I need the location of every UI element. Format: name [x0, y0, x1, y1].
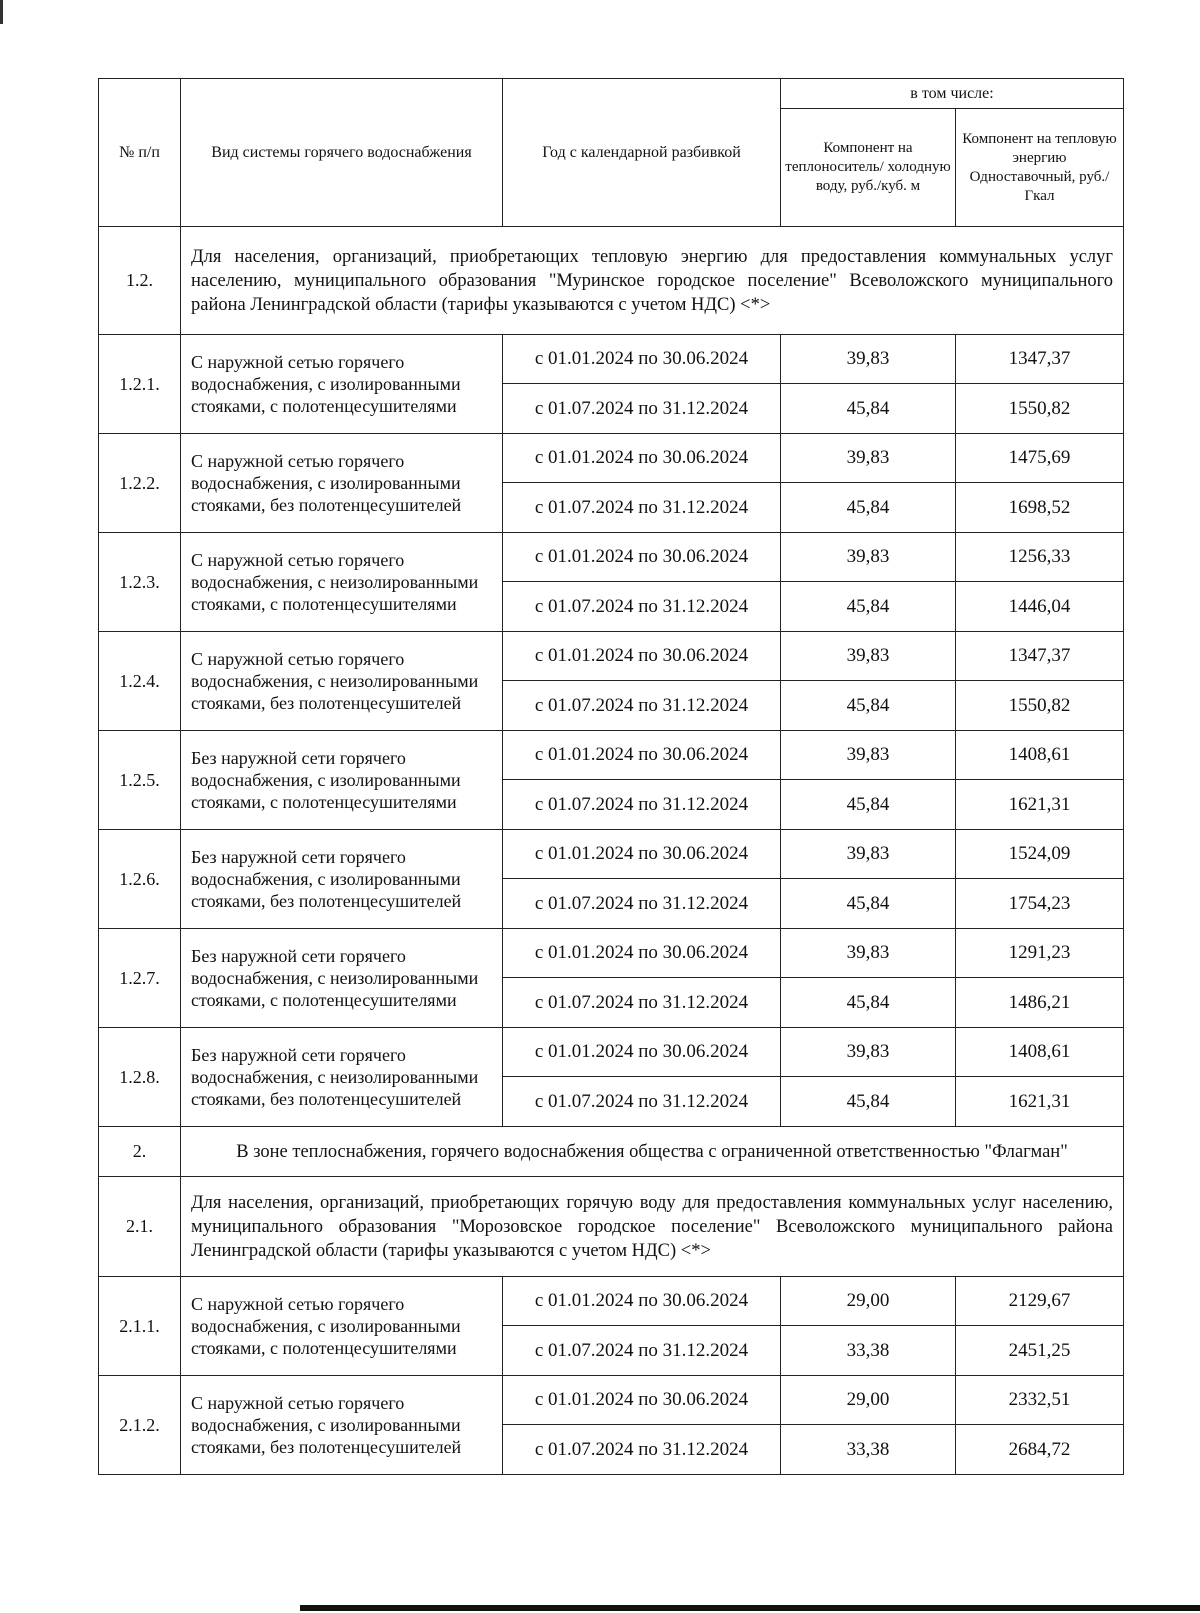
- section-description: Для населения, организаций, приобретающих горячую воду для предоставления коммунальных услуг населению, муниципального образования "Морозовское городское поселение" Всеволожского муниципального района Ленинградской области (тарифы указываются с учетом НДС) <*>: [181, 1177, 1124, 1277]
- row-carrier-value: 29,00: [781, 1277, 956, 1326]
- row-energy-value: 1347,37: [956, 335, 1124, 384]
- header-energy-line1: Компонент на тепловую энергию: [962, 130, 1117, 166]
- row-period: с 01.01.2024 по 30.06.2024: [503, 1277, 781, 1326]
- table-row: [99, 1376, 1124, 1425]
- table-row: [99, 830, 1124, 879]
- table-row: [99, 632, 1124, 681]
- row-energy-value: 2332,51: [956, 1376, 1124, 1425]
- row-carrier-value: 45,84: [781, 879, 956, 929]
- row-carrier-value: 39,83: [781, 830, 956, 879]
- header-period: Год с календарной разбивкой: [503, 79, 781, 227]
- row-number: 1.2.2.: [99, 434, 181, 533]
- row-period: с 01.01.2024 по 30.06.2024: [503, 1028, 781, 1077]
- row-period: с 01.07.2024 по 31.12.2024: [503, 582, 781, 632]
- row-carrier-value: 39,83: [781, 434, 956, 483]
- row-carrier-value: 39,83: [781, 1028, 956, 1077]
- section-number: 2.: [99, 1127, 181, 1177]
- row-number: 1.2.6.: [99, 830, 181, 929]
- row-period: с 01.01.2024 по 30.06.2024: [503, 1376, 781, 1425]
- row-energy-value: 2451,25: [956, 1326, 1124, 1376]
- row-energy-value: 1550,82: [956, 384, 1124, 434]
- section-number: 2.1.: [99, 1177, 181, 1277]
- row-energy-value: 2684,72: [956, 1425, 1124, 1475]
- section-row: [99, 1127, 1124, 1177]
- row-system-type: С наружной сетью горячего водоснабжения, с неизолированными стояками, с полотенцесушителями: [181, 533, 503, 632]
- section-description: В зоне теплоснабжения, горячего водоснабжения общества с ограниченной ответственностью "Флагман": [181, 1127, 1124, 1177]
- table-row: [99, 434, 1124, 483]
- row-system-type: С наружной сетью горячего водоснабжения, с неизолированными стояками, без полотенцесушителей: [181, 632, 503, 731]
- header-num: № п/п: [99, 79, 181, 227]
- row-carrier-value: 33,38: [781, 1425, 956, 1475]
- row-energy-value: 1408,61: [956, 731, 1124, 780]
- row-period: с 01.07.2024 по 31.12.2024: [503, 384, 781, 434]
- row-carrier-value: 29,00: [781, 1376, 956, 1425]
- row-number: 2.1.2.: [99, 1376, 181, 1475]
- header-energy: [956, 109, 1124, 227]
- row-carrier-value: 39,83: [781, 929, 956, 978]
- row-period: с 01.07.2024 по 31.12.2024: [503, 879, 781, 929]
- header-carrier: Компонент на теплоноситель/ холодную воду, руб./куб. м: [781, 109, 956, 227]
- row-carrier-value: 45,84: [781, 780, 956, 830]
- row-number: 1.2.4.: [99, 632, 181, 731]
- row-energy-value: 1621,31: [956, 1077, 1124, 1127]
- row-energy-value: 1524,09: [956, 830, 1124, 879]
- row-period: с 01.07.2024 по 31.12.2024: [503, 1326, 781, 1376]
- row-carrier-value: 33,38: [781, 1326, 956, 1376]
- section-row: [99, 227, 1124, 335]
- row-carrier-value: 45,84: [781, 384, 956, 434]
- scan-bottom-edge: [300, 1605, 1200, 1611]
- row-carrier-value: 45,84: [781, 1077, 956, 1127]
- row-carrier-value: 39,83: [781, 335, 956, 384]
- row-carrier-value: 39,83: [781, 632, 956, 681]
- scan-edge-mark: [0, 0, 3, 24]
- row-period: с 01.07.2024 по 31.12.2024: [503, 1425, 781, 1475]
- row-carrier-value: 45,84: [781, 978, 956, 1028]
- header-energy-line2: Одноставочный, руб./Гкал: [969, 168, 1110, 204]
- row-energy-value: 1754,23: [956, 879, 1124, 929]
- row-carrier-value: 39,83: [781, 731, 956, 780]
- row-period: с 01.07.2024 по 31.12.2024: [503, 483, 781, 533]
- row-energy-value: 1486,21: [956, 978, 1124, 1028]
- tariff-table: [98, 78, 1124, 1475]
- row-number: 1.2.7.: [99, 929, 181, 1028]
- table-row: [99, 335, 1124, 384]
- row-system-type: Без наружной сети горячего водоснабжения, с изолированными стояками, с полотенцесушителями: [181, 731, 503, 830]
- row-system-type: Без наружной сети горячего водоснабжения, с неизолированными стояками, с полотенцесушителями: [181, 929, 503, 1028]
- row-carrier-value: 45,84: [781, 681, 956, 731]
- row-period: с 01.01.2024 по 30.06.2024: [503, 434, 781, 483]
- row-energy-value: 1698,52: [956, 483, 1124, 533]
- row-system-type: С наружной сетью горячего водоснабжения, с изолированными стояками, без полотенцесушителей: [181, 434, 503, 533]
- row-period: с 01.01.2024 по 30.06.2024: [503, 929, 781, 978]
- row-period: с 01.01.2024 по 30.06.2024: [503, 335, 781, 384]
- table-row: [99, 533, 1124, 582]
- row-system-type: С наружной сетью горячего водоснабжения, с изолированными стояками, с полотенцесушителями: [181, 1277, 503, 1376]
- row-number: 1.2.3.: [99, 533, 181, 632]
- row-number: 1.2.1.: [99, 335, 181, 434]
- row-carrier-value: 39,83: [781, 533, 956, 582]
- row-number: 2.1.1.: [99, 1277, 181, 1376]
- row-energy-value: 2129,67: [956, 1277, 1124, 1326]
- row-energy-value: 1408,61: [956, 1028, 1124, 1077]
- header-group: в том числе:: [781, 79, 1124, 109]
- row-system-type: С наружной сетью горячего водоснабжения, с изолированными стояками, без полотенцесушителей: [181, 1376, 503, 1475]
- section-description: Для населения, организаций, приобретающих тепловую энергию для предоставления коммунальных услуг населению, муниципального образования "Муринское городское поселение" Всеволожского муниципального района Ленинградской области (тарифы указываются с учетом НДС) <*>: [181, 227, 1124, 335]
- row-system-type: Без наружной сети горячего водоснабжения, с неизолированными стояками, без полотенцесушителей: [181, 1028, 503, 1127]
- row-energy-value: 1291,23: [956, 929, 1124, 978]
- table-row: [99, 1277, 1124, 1326]
- header-row-1: [99, 79, 1124, 109]
- row-system-type: С наружной сетью горячего водоснабжения, с изолированными стояками, с полотенцесушителями: [181, 335, 503, 434]
- row-energy-value: 1550,82: [956, 681, 1124, 731]
- row-energy-value: 1446,04: [956, 582, 1124, 632]
- row-period: с 01.07.2024 по 31.12.2024: [503, 780, 781, 830]
- row-energy-value: 1475,69: [956, 434, 1124, 483]
- row-energy-value: 1347,37: [956, 632, 1124, 681]
- row-period: с 01.01.2024 по 30.06.2024: [503, 731, 781, 780]
- row-period: с 01.01.2024 по 30.06.2024: [503, 830, 781, 879]
- row-carrier-value: 45,84: [781, 483, 956, 533]
- row-period: с 01.07.2024 по 31.12.2024: [503, 978, 781, 1028]
- row-period: с 01.01.2024 по 30.06.2024: [503, 533, 781, 582]
- header-system: Вид системы горячего водоснабжения: [181, 79, 503, 227]
- table-row: [99, 929, 1124, 978]
- section-number: 1.2.: [99, 227, 181, 335]
- row-energy-value: 1621,31: [956, 780, 1124, 830]
- row-number: 1.2.8.: [99, 1028, 181, 1127]
- table-row: [99, 731, 1124, 780]
- row-system-type: Без наружной сети горячего водоснабжения, с изолированными стояками, без полотенцесушителей: [181, 830, 503, 929]
- row-period: с 01.07.2024 по 31.12.2024: [503, 681, 781, 731]
- section-row: [99, 1177, 1124, 1277]
- row-carrier-value: 45,84: [781, 582, 956, 632]
- row-number: 1.2.5.: [99, 731, 181, 830]
- row-period: с 01.01.2024 по 30.06.2024: [503, 632, 781, 681]
- row-energy-value: 1256,33: [956, 533, 1124, 582]
- row-period: с 01.07.2024 по 31.12.2024: [503, 1077, 781, 1127]
- table-row: [99, 1028, 1124, 1077]
